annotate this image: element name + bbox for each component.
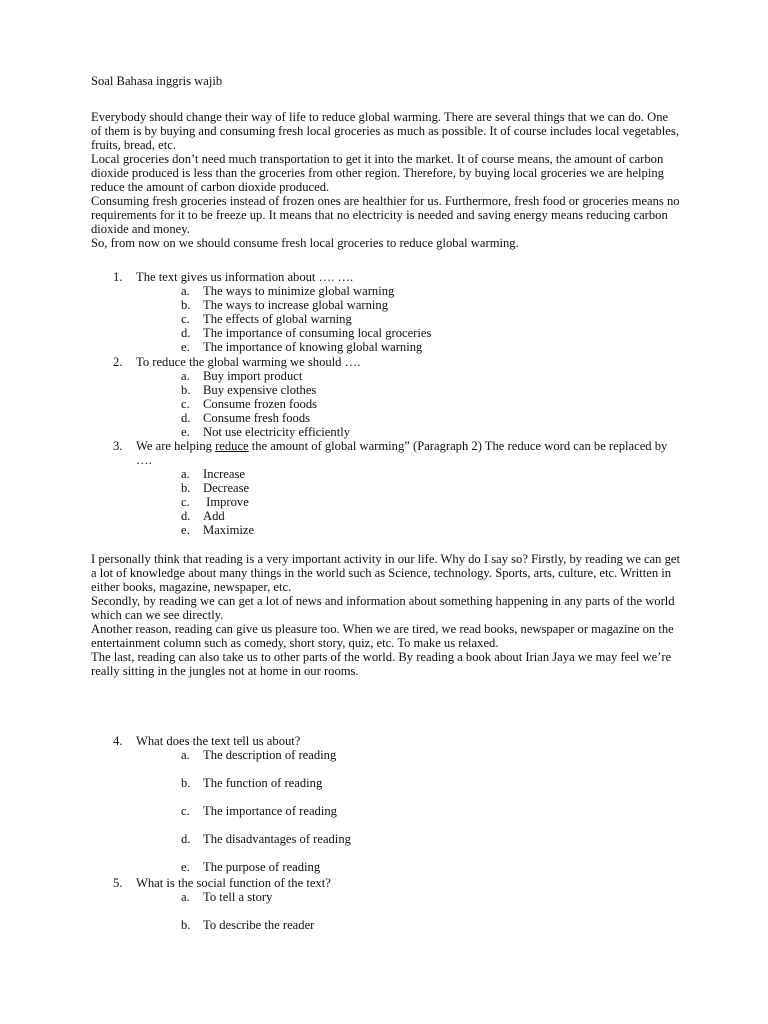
option-item: d. Add xyxy=(181,509,225,523)
paragraph: Consuming fresh groceries instead of frozen ones are healthier for us. Furthermore, fresh food or groceries means no requirements for it to be freeze up. It means that no electricity is needed and saving energy means reducing carbon dioxide and money. xyxy=(91,194,680,236)
document-title: Soal Bahasa inggris wajib xyxy=(91,74,223,88)
paragraph: Local groceries don’t need much transportation to get it into the market. It of course means, the amount of carbon dioxide produced is less than the groceries from other region. Therefore, by buying local groceries we are helping reduce the amount of carbon dioxide produced. xyxy=(91,152,664,194)
option-item: b. Decrease xyxy=(181,481,250,495)
paragraph: I personally think that reading is a very important activity in our life. Why do I say so? Firstly, by reading we can get a lot of knowledge about many things in the world such as Science, technology. Sports, arts, culture, etc. Written in either books, magazine, newspaper, etc. xyxy=(91,552,680,594)
underlined-word: reduce xyxy=(215,439,249,453)
option-list xyxy=(181,890,673,932)
option-item: b. To describe the reader xyxy=(181,918,315,932)
paragraph: Secondly, by reading we can get a lot of news and information about something happening in any parts of the world which can we see directly. xyxy=(91,594,675,622)
option-item: e. The importance of knowing global warning xyxy=(181,340,423,354)
passage-reading xyxy=(91,552,681,678)
paragraph: The last, reading can also take us to other parts of the world. By reading a book about Irian Jaya we may feel we’re really sitting in the jungles not at home in our rooms. xyxy=(91,650,672,678)
option-item: a. The ways to minimize global warning xyxy=(181,284,395,298)
option-item: c. The effects of global warning xyxy=(181,312,352,326)
question-5 xyxy=(113,876,673,932)
option-item: e. Maximize xyxy=(181,523,255,537)
question-number: 5. xyxy=(113,876,123,890)
question-3 xyxy=(113,439,673,537)
paragraph: Another reason, reading can give us pleasure too. When we are tired, we read books, newspaper or magazine on the entertainment column such as comedy, short story, quiz, etc. To make us relaxed. xyxy=(91,622,674,650)
option-item: a. Buy import product xyxy=(181,369,303,383)
paragraph: Everybody should change their way of life to reduce global warming. There are several things that we can do. One of them is by buying and consuming fresh local groceries as much as possible. It of course includes local vegetables, fruits, bread, etc. xyxy=(91,110,679,152)
question-text: The text gives us information about …. …. xyxy=(136,270,354,284)
question-4 xyxy=(113,734,673,874)
question-number: 4. xyxy=(113,734,123,748)
question-text: What is the social function of the text? xyxy=(136,876,331,890)
question-2 xyxy=(113,355,673,439)
option-item: b. The function of reading xyxy=(181,776,323,790)
option-item: a. The description of reading xyxy=(181,748,337,762)
option-item: a. Increase xyxy=(181,467,245,481)
question-text: We are helping reduce the amount of global warming” (Paragraph 2) The reduce word can be replaced by …. xyxy=(136,439,668,467)
option-item: e. The purpose of reading xyxy=(181,860,321,874)
option-item: c. Consume frozen foods xyxy=(181,397,318,411)
option-list xyxy=(181,748,673,874)
passage-global-warming xyxy=(91,110,681,250)
option-list xyxy=(181,467,673,537)
option-item: d. The importance of consuming local groceries xyxy=(181,326,432,340)
option-item: c. The importance of reading xyxy=(181,804,337,818)
option-item: c. Improve xyxy=(181,495,249,509)
option-list xyxy=(181,369,673,439)
question-number: 3. xyxy=(113,439,123,453)
option-item: e. Not use electricity efficiently xyxy=(181,425,350,439)
question-text: What does the text tell us about? xyxy=(136,734,301,748)
option-item: a. To tell a story xyxy=(181,890,273,904)
paragraph: So, from now on we should consume fresh local groceries to reduce global warming. xyxy=(91,236,519,250)
question-1 xyxy=(113,270,673,354)
question-text: To reduce the global warming we should …. xyxy=(136,355,361,369)
question-number: 2. xyxy=(113,355,123,369)
option-list xyxy=(181,284,673,354)
option-item: d. The disadvantages of reading xyxy=(181,832,351,846)
option-item: b. The ways to increase global warning xyxy=(181,298,388,312)
option-item: b. Buy expensive clothes xyxy=(181,383,317,397)
option-item: d. Consume fresh foods xyxy=(181,411,311,425)
question-number: 1. xyxy=(113,270,123,284)
